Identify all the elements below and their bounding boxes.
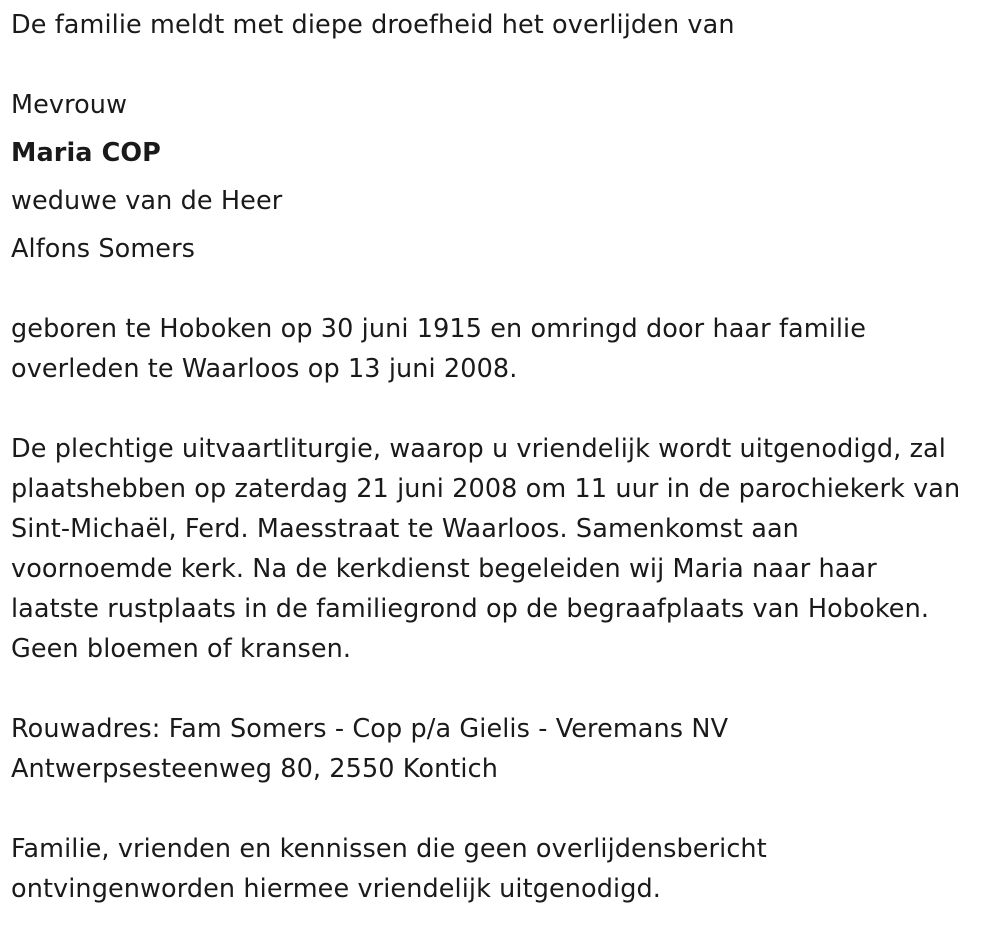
- widow-line: weduwe van de Heer: [11, 186, 283, 216]
- ceremony-line: De plechtige uitvaartliturgie, waarop u vriendelijk wordt uitgenodigd, zal: [11, 434, 946, 464]
- address-line: Rouwadres: Fam Somers - Cop p/a Gielis - Veremans NV: [11, 714, 729, 744]
- birth-line: geboren te Hoboken op 30 juni 1915 en omringd door haar familie: [11, 314, 867, 344]
- closing-line: ontvingenworden hiermee vriendelijk uitgenodigd.: [11, 874, 662, 904]
- ceremony-line: laatste rustplaats in de familiegrond op de begraafplaats van Hoboken.: [11, 594, 930, 624]
- deceased-name: Maria COP: [11, 138, 161, 168]
- spouse-name: Alfons Somers: [11, 234, 196, 264]
- ceremony-line: Sint-Michaël, Ferd. Maesstraat te Waarloos. Samenkomst aan: [11, 514, 799, 544]
- ceremony-line: Geen bloemen of kransen.: [11, 634, 352, 664]
- intro-text: De familie meldt met diepe droefheid het overlijden van: [11, 10, 735, 40]
- death-line: overleden te Waarloos op 13 juni 2008.: [11, 354, 518, 384]
- ceremony-line: voornoemde kerk. Na de kerkdienst begeleiden wij Maria naar haar: [11, 554, 877, 584]
- honorific: Mevrouw: [11, 90, 128, 120]
- closing-line: Familie, vrienden en kennissen die geen overlijdensbericht: [11, 834, 767, 864]
- ceremony-line: plaatshebben op zaterdag 21 juni 2008 om 11 uur in de parochiekerk van: [11, 474, 961, 504]
- address-line: Antwerpsesteenweg 80, 2550 Kontich: [11, 754, 498, 784]
